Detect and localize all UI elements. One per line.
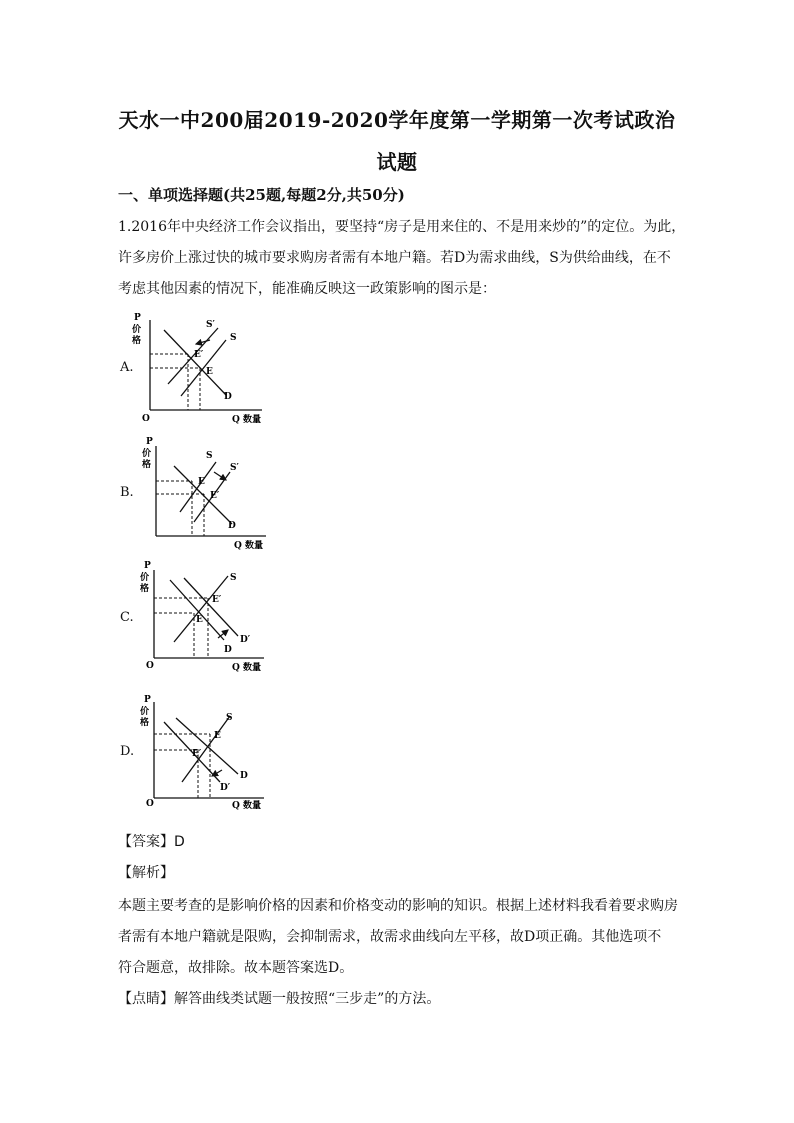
axis-q-label: Q 数量 <box>232 415 261 425</box>
axis-q-label: Q 数量 <box>234 541 263 551</box>
option-a-label: A. <box>120 360 134 375</box>
point-label-e-prime: E′ <box>192 749 202 759</box>
axis-price-label: 价 <box>140 573 150 583</box>
demand-curve-d <box>174 466 232 524</box>
curve-label-d: D <box>224 645 232 655</box>
shift-arrow <box>196 340 210 344</box>
axis-p-label: P <box>134 313 141 323</box>
option-d-graph <box>126 692 276 812</box>
option-b-label: B. <box>120 485 134 500</box>
analysis-label: 【解析】 <box>118 865 174 881</box>
curve-label-s: S <box>206 451 213 461</box>
analysis-line-1: 本题主要考查的是影响价格的因素和价格变动的影响的知识。根据上述材料我看着要求购房 <box>118 898 678 914</box>
question-text-line-3: 考虑其他因素的情况下，能准确反映这一政策影响的图示是： <box>118 281 496 297</box>
demand-curve-d <box>170 580 224 640</box>
supply-curve-s <box>180 462 216 512</box>
axis-price-label-2: 格 <box>132 336 142 346</box>
point-label-e: E <box>206 367 213 377</box>
exam-title: 天水一中200届2019-2020学年度第一学期第一次考试政治 <box>118 108 676 132</box>
answer-label: 【答案】 <box>118 834 174 850</box>
point-label-e-prime: E′ <box>212 595 222 605</box>
tip-text: 解答曲线类试题一般按照“三步走”的方法。 <box>174 991 441 1007</box>
shift-arrow <box>218 630 228 638</box>
point-label-e-prime: E′ <box>210 491 220 501</box>
analysis-line-2: 者需有本地户籍就是限购，会抑制需求，故需求曲线向左平移，故D项正确。其他选项不 <box>118 929 662 945</box>
point-label-e: E <box>196 615 203 625</box>
option-c-graph <box>126 560 276 675</box>
axis-price-label-2: 格 <box>142 460 152 470</box>
curve-label-d: D <box>228 521 236 531</box>
section-heading: 一、单项选择题(共25题,每题2分,共50分) <box>118 186 405 204</box>
axis-p-label: P <box>144 561 151 571</box>
axis-q-label: Q 数量 <box>232 663 261 673</box>
guide-lines <box>154 734 210 798</box>
demand-curve-d <box>176 718 238 774</box>
option-d-label: D. <box>120 744 135 759</box>
curve-label-d-prime: D′ <box>220 783 231 793</box>
guide-lines <box>154 598 208 658</box>
point-label-e: E <box>214 731 221 741</box>
axis-q-label: Q 数量 <box>232 801 261 811</box>
curve-label-d-prime: D′ <box>240 635 251 645</box>
curve-label-s: S <box>230 573 237 583</box>
supply-curve-s <box>174 576 228 642</box>
axis-price-label: 价 <box>132 325 142 335</box>
curve-label-d: D <box>224 392 232 402</box>
question-text-line-1: 1.2016年中央经济工作会议指出，要坚持“房子是用来住的、不是用来炒的”的定位。为此， <box>118 219 686 235</box>
axis-price-label: 价 <box>140 707 150 717</box>
option-b-graph <box>126 436 276 551</box>
axis-price-label-2: 格 <box>140 718 150 728</box>
exam-title-continued: 试题 <box>376 150 418 174</box>
shift-arrow <box>214 472 226 480</box>
shift-arrow <box>212 770 222 776</box>
curve-label-s-prime: S′ <box>230 463 239 473</box>
axis-price-label-2: 格 <box>140 584 150 594</box>
axis-p-label: P <box>144 695 151 705</box>
demand-curve-d <box>164 330 226 395</box>
question-text-line-2: 许多房价上涨过快的城市要求购房者需有本地户籍。若D为需求曲线，S为供给曲线，在不 <box>118 250 671 266</box>
point-label-e-prime: E′ <box>194 350 204 360</box>
origin-label: O <box>146 661 154 671</box>
option-a-graph <box>126 310 276 425</box>
curve-label-d: D <box>240 771 248 781</box>
demand-curve-d-prime <box>184 578 238 636</box>
tip-label: 【点睛】 <box>118 991 174 1007</box>
answer-value: D <box>174 834 185 850</box>
analysis-line-3: 符合题意，故排除。故本题答案选D。 <box>118 960 354 976</box>
point-label-e: E <box>198 477 205 487</box>
curve-label-s: S <box>230 333 237 343</box>
origin-label: O <box>146 799 154 809</box>
origin-label: O <box>142 414 150 424</box>
axis-p-label: P <box>146 437 153 447</box>
option-c-label: C. <box>120 610 134 625</box>
tip-row <box>118 988 440 1008</box>
answer-row <box>118 831 185 851</box>
curve-label-s-prime: S′ <box>206 320 215 330</box>
curve-label-s: S <box>226 713 233 723</box>
axis-price-label: 价 <box>142 449 152 459</box>
